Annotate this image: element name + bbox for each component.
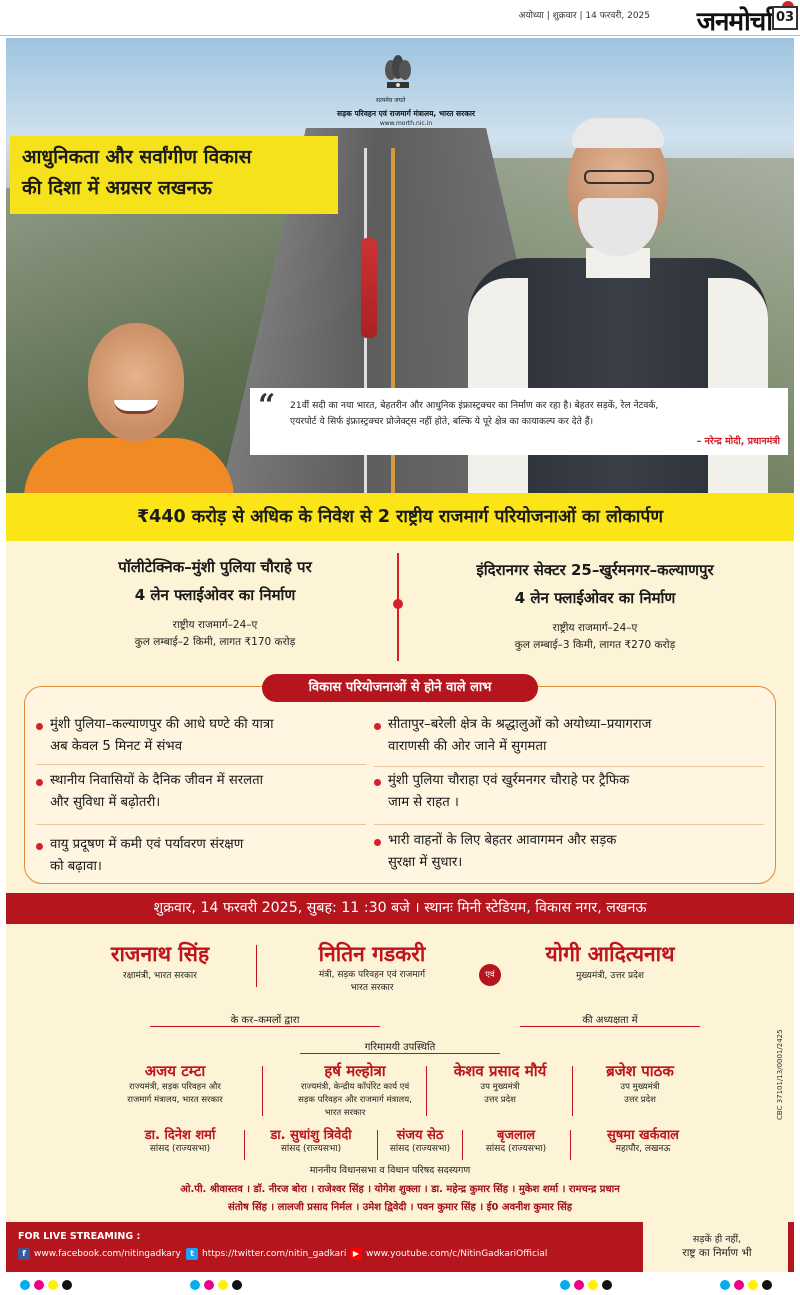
youtube-icon: ▶ [350,1248,362,1260]
quote-text [290,398,780,430]
benefits-title: विकास परियोजनाओं से होने वाले लाभ [262,674,538,702]
benefit-separator [374,766,764,767]
youtube-link[interactable]: www.youtube.com/c/NitinGadkariOfficial [366,1249,548,1259]
dignitary-title: भारत सरकार [324,1108,366,1118]
registration-mark-icon [574,1280,584,1290]
registration-mark-icon [62,1280,72,1290]
benefit-line: सुरक्षा में सुधार। [388,855,463,870]
benefit-item [374,830,616,874]
dignitary-title: राज्यमंत्री, केन्द्रीय कॉर्पोरेट कार्य एवं [300,1082,410,1092]
guest-separator [572,1066,573,1116]
benefit-line: मुंशी पुलिया चौराहा एवं खुर्रमनगर चौराहे पर ट्रैफिक [388,773,630,788]
mp-name: डा. सुधांशु त्रिवेदी [270,1128,352,1143]
dignitary-name: अजय टम्टा [144,1062,206,1080]
benefit-item [36,770,263,814]
dignitaries-label: गरिमामयी उपस्थिति [364,1042,436,1053]
investment-banner [6,493,794,541]
project-highway: राष्ट्रीय राजमार्ग–24–ए [172,619,258,631]
benefit-line: स्थानीय निवासियों के दैनिक जीवन में सरलता [50,773,264,788]
quote-line: 21वीं सदी का नया भारत, बेहतरीन और आधुनिक इंफ्रास्ट्रक्चर का निर्माण कर रहा है। बेहतर सड़कें, रेल नेटवर्क, [290,400,659,411]
benefit-line: अब केवल 5 मिनट में संभव [50,739,183,754]
registration-mark-icon [748,1280,758,1290]
benefit-separator [374,824,764,825]
project-title: पॉलीटेक्निक–मुंशी पुलिया चौराहे पर [118,558,312,576]
benefit-line: वायु प्रदूषण में कमी एवं पर्यावरण संरक्षण [50,837,244,852]
cm-portrait-face [88,323,184,441]
guest-separator [570,1130,571,1160]
benefit-line: सीतापुर–बरेली क्षेत्र के श्रद्धालुओं को अयोध्या–प्रयागराज [388,717,652,732]
mp-title: सांसद (राज्यसभा) [280,1144,342,1154]
mp-name: संजय सेठ [396,1128,444,1143]
benefit-line: मुंशी पुलिया–कल्याणपुर की आधे घण्टे की यात्रा [50,717,274,732]
facebook-icon: f [18,1248,30,1260]
national-emblem-icon [381,52,415,92]
mp-name: डा. दिनेश शर्मा [144,1128,216,1143]
registration-mark-icon [560,1280,570,1290]
benefit-line: भारी वाहनों के लिए बेहतर आवागमन और सड़क [388,833,617,848]
guest-separator [256,945,257,987]
quote-mark-icon: “ [258,388,276,423]
masthead-info: अयोध्या | शुक्रवार | 14 फरवरी, 2025 [518,11,650,21]
quote-author: – नरेन्द्र मोदी, प्रधानमंत्री [696,436,780,447]
dignitary-name: हर्ष मल्होत्रा [324,1062,386,1080]
ministry-url: www.morth.nic.in [379,120,433,127]
chief-guest-title: भारत सरकार [350,983,394,993]
dignitary-title: राज्यमंत्री, सड़क परिवहन और [129,1082,221,1092]
benefit-item [36,834,243,878]
presided-label: की अध्यक्षता में [582,1015,638,1026]
registration-mark-icon [588,1280,598,1290]
dignitary-title: उप मुख्यमंत्री [620,1082,660,1092]
chief-guest-title: रक्षामंत्री, भारत सरकार [123,971,197,981]
benefit-line: जाम से राहत । [388,795,459,810]
project-details: कुल लम्बाई–3 किमी, लागत ₹270 करोड़ [514,639,676,651]
mp-name: बृजलाल [496,1128,536,1143]
registration-mark-icon [720,1280,730,1290]
dignitary-name: ब्रजेश पाठक [606,1062,674,1080]
newspaper-logo: जनमोर्चा [696,7,772,37]
mp-title: महापौर, लखनऊ [615,1144,671,1154]
tagline: राष्ट्र का निर्माण भी [682,1247,752,1259]
pm-portrait-hair [572,118,664,148]
registration-mark-icon [602,1280,612,1290]
mp-name: सुषमा खर्कवाल [607,1128,679,1143]
mla-list: ओ.पी. श्रीवास्तव । डॉ. नीरज बोरा । राजेश्वर सिंह । योगेश शुक्ला । डा. महेन्द्र कुमार सिंह । मुकेश शर्मा । रामचन्द्र प्रधान [180,1184,620,1195]
twitter-link[interactable]: https://twitter.com/nitin_gadkari [202,1249,347,1259]
pm-portrait-shirt [708,278,768,493]
project-card [30,553,400,651]
label-underline [300,1053,500,1054]
mp-title: सांसद (राज्यसभा) [389,1144,451,1154]
mla-label: माननीय विधानसभा व विधान परिषद सदस्यगण [309,1165,471,1176]
chief-guest-title: मंत्री, सड़क परिवहन एवं राजमार्ग [318,970,426,980]
dignitary-title: उप मुख्यमंत्री [480,1082,520,1092]
dignitary-title: उत्तर प्रदेश [484,1095,516,1105]
mp-title: सांसद (राज्यसभा) [485,1144,547,1154]
event-details-bar: शुक्रवार, 14 फरवरी 2025, सुबह: 11 :30 बजे । स्थानः मिनी स्टेडियम, विकास नगर, लखनऊ [6,893,794,924]
live-streaming-label: FOR LIVE STREAMING : [18,1231,141,1242]
project-card [410,556,780,654]
tagline: सड़कें ही नहीं, [692,1234,742,1245]
pm-portrait-shirt [468,278,528,493]
evam-badge: एवं [479,964,501,986]
benefit-separator [36,764,366,765]
project-highway: राष्ट्रीय राजमार्ग–24–ए [552,622,638,634]
registration-mark-icon [20,1280,30,1290]
registration-mark-icon [204,1280,214,1290]
headline-line: की दिशा में अग्रसर लखनऊ [22,177,212,199]
project-details: कुल लम्बाई–2 किमी, लागत ₹170 करोड़ [134,636,296,648]
print-registration-strip [0,1275,800,1295]
benefit-line: और सुविधा में बढ़ोतरी। [50,795,161,810]
mp-title: सांसद (राज्यसभा) [149,1144,211,1154]
registration-mark-icon [734,1280,744,1290]
dignitary-title: राजमार्ग मंत्रालय, भारत सरकार [127,1095,223,1105]
cbc-code: CBC 37101/13/0001/2425 [776,1029,784,1120]
chief-guest-name: नितिन गडकरी [318,942,426,966]
registration-mark-icon [48,1280,58,1290]
headline-box [10,136,338,214]
masthead [0,0,800,36]
project-title: 4 लेन फ्लाईओवर का निर्माण [514,589,676,607]
registration-mark-icon [190,1280,200,1290]
benefit-separator [36,824,366,825]
by-hands-label: के कर–कमलों द्वारा [230,1015,300,1026]
benefit-item [374,770,629,814]
project-title: इंदिरानगर सेक्टर 25–खुर्रमनगर–कल्याणपुर [476,561,714,579]
registration-mark-icon [34,1280,44,1290]
dignitary-title: सड़क परिवहन और राजमार्ग मंत्रालय, [298,1095,412,1105]
label-underline [150,1026,380,1027]
benefit-line: को बढ़ावा। [50,859,102,874]
guest-separator [262,1066,263,1116]
ministry-name: सड़क परिवहन एवं राजमार्ग मंत्रालय, भारत सरकार [337,109,475,118]
headline-line: आधुनिकता और सर्वांगीण विकास [22,146,252,168]
guest-separator [426,1066,427,1116]
chief-guest-name: योगी आदित्यनाथ [545,942,675,966]
registration-mark-icon [232,1280,242,1290]
benefit-line: वाराणसी की ओर जाने में सुगमता [388,739,547,754]
dignitary-name: केशव प्रसाद मौर्य [453,1062,547,1080]
chief-guest-title: मुख्यमंत्री, उत्तर प्रदेश [576,971,644,981]
emblem-caption: सत्यमेव जयते [376,97,406,104]
guest-separator [244,1130,245,1160]
benefit-item [374,714,651,758]
registration-mark-icon [218,1280,228,1290]
metro-train-image [361,238,377,338]
registration-mark-icon [762,1280,772,1290]
chief-guest-name: राजनाथ सिंह [110,942,210,966]
cm-portrait [24,438,234,493]
quote-line: एयरपोर्ट ये सिर्फ इंफ्रास्ट्रक्चर प्रोजेक्ट्स नहीं होते, बल्कि ये पूरे क्षेत्र का कायाकल्प कर देते हैं। [290,416,594,427]
guest-separator [462,1130,463,1160]
dignitary-title: उत्तर प्रदेश [624,1095,656,1105]
twitter-icon: t [186,1248,198,1260]
facebook-link[interactable]: www.facebook.com/nitingadkary [34,1249,181,1259]
page-number: 03 [772,6,798,30]
label-underline [520,1026,700,1027]
project-title: 4 लेन फ्लाईओवर का निर्माण [134,586,296,604]
pm-portrait-glasses [584,170,654,184]
mla-list: संतोष सिंह । लालजी प्रसाद निर्मल । उमेश द्विवेदी । पवन कुमार सिंह । ई0 अवनीश कुमार सिंह [227,1202,573,1213]
banner-text: ₹440 करोड़ से अधिक के निवेश से 2 राष्ट्रीय राजमार्ग परियोजनाओं का लोकार्पण [136,507,664,527]
benefit-item [36,714,274,758]
